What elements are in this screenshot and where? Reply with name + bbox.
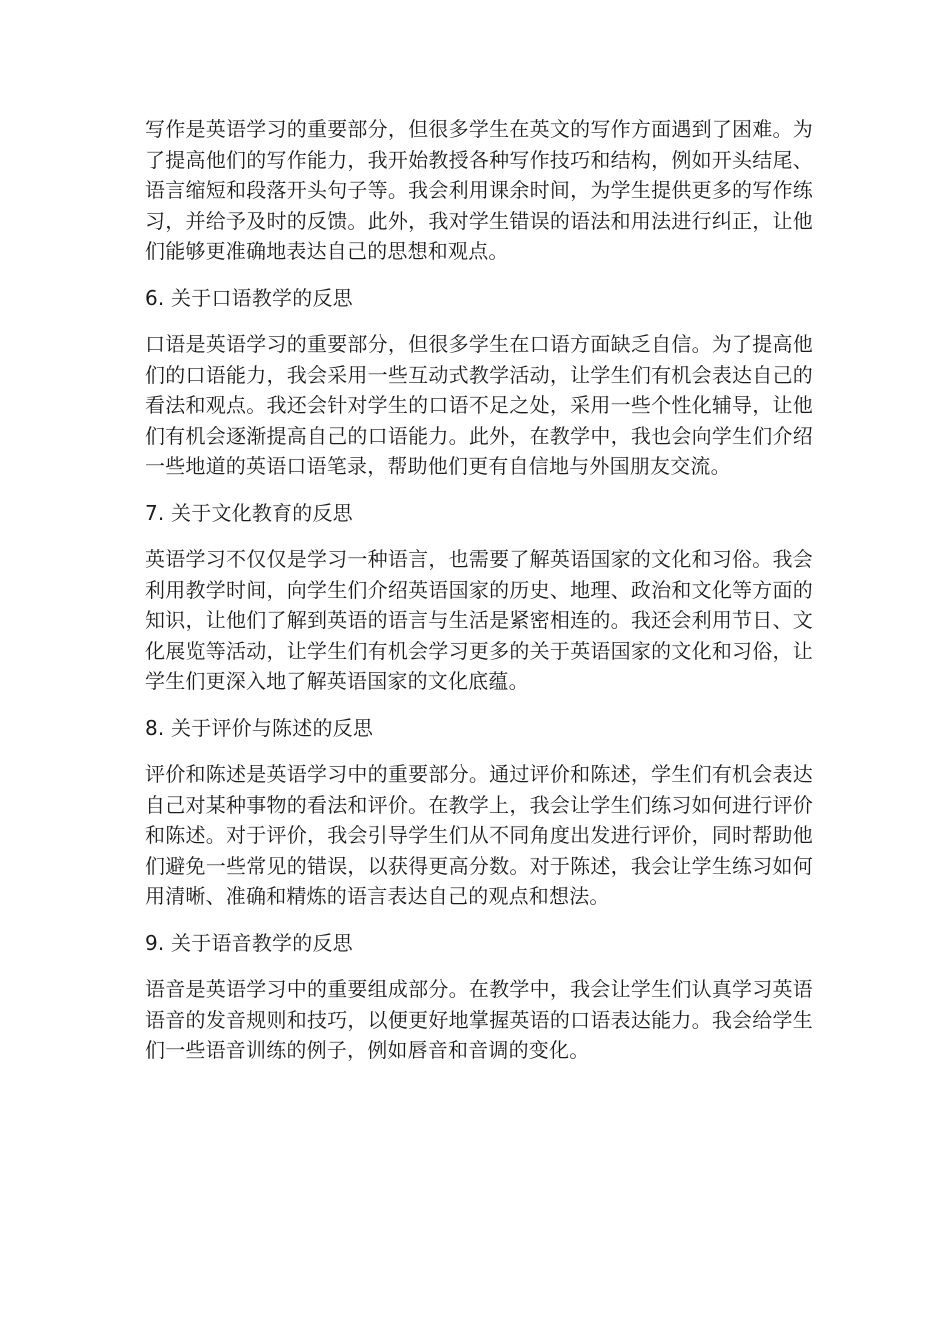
- paragraph-culture: 英语学习不仅仅是学习一种语言，也需要了解英语国家的文化和习俗。我会利用教学时间，向学生们介绍英语国家的历史、地理、政治和文化等方面的知识，让他们了解到英语的语言与生活是紧密相连的。我还会利用节日、文化展览等活动，让学生们有机会学习更多的关于英语国家的文化和习俗，让学生们更深入地了解英语国家的文化底蕴。: [145, 547, 813, 693]
- paragraph-writing: 写作是英语学习的重要部分，但很多学生在英文的写作方面遇到了困难。为了提高他们的写作能力，我开始教授各种写作技巧和结构，例如开头结尾、语言缩短和段落开头句子等。我会利用课余时间，为学生提供更多的写作练习，并给予及时的反馈。此外，我对学生错误的语法和用法进行纠正，让他们能够更准确地表达自己的思想和观点。: [145, 117, 813, 263]
- paragraph-pronunciation: 语音是英语学习中的重要组成部分。在教学中，我会让学生们认真学习英语语音的发音规则和技巧，以便更好地掌握英语的口语表达能力。我会给学生们一些语音训练的例子，例如唇音和音调的变化。: [145, 977, 813, 1062]
- document-page: [145, 114, 813, 1082]
- paragraph-evaluation: 评价和陈述是英语学习中的重要部分。通过评价和陈述，学生们有机会表达自己对某种事物的看法和评价。在教学上，我会让学生们练习如何进行评价和陈述。对于评价，我会引导学生们从不同角度出发进行评价，同时帮助他们避免一些常见的错误，以获得更高分数。对于陈述，我会让学生练习如何用清晰、准确和精炼的语言表达自己的观点和想法。: [145, 762, 813, 908]
- heading-speaking: 6. 关于口语教学的反思: [145, 285, 353, 310]
- paragraph-speaking: 口语是英语学习的重要部分，但很多学生在口语方面缺乏自信。为了提高他们的口语能力，我会采用一些互动式教学活动，让学生们有机会表达自己的看法和观点。我还会针对学生的口语不足之处，采用一些个性化辅导，让他们有机会逐渐提高自己的口语能力。此外，在教学中，我也会向学生们介绍一些地道的英语口语笔录，帮助他们更有自信地与外国朋友交流。: [145, 332, 813, 478]
- heading-pronunciation: 9. 关于语音教学的反思: [145, 930, 353, 955]
- heading-evaluation: 8. 关于评价与陈述的反思: [145, 715, 374, 740]
- heading-culture: 7. 关于文化教育的反思: [145, 500, 353, 525]
